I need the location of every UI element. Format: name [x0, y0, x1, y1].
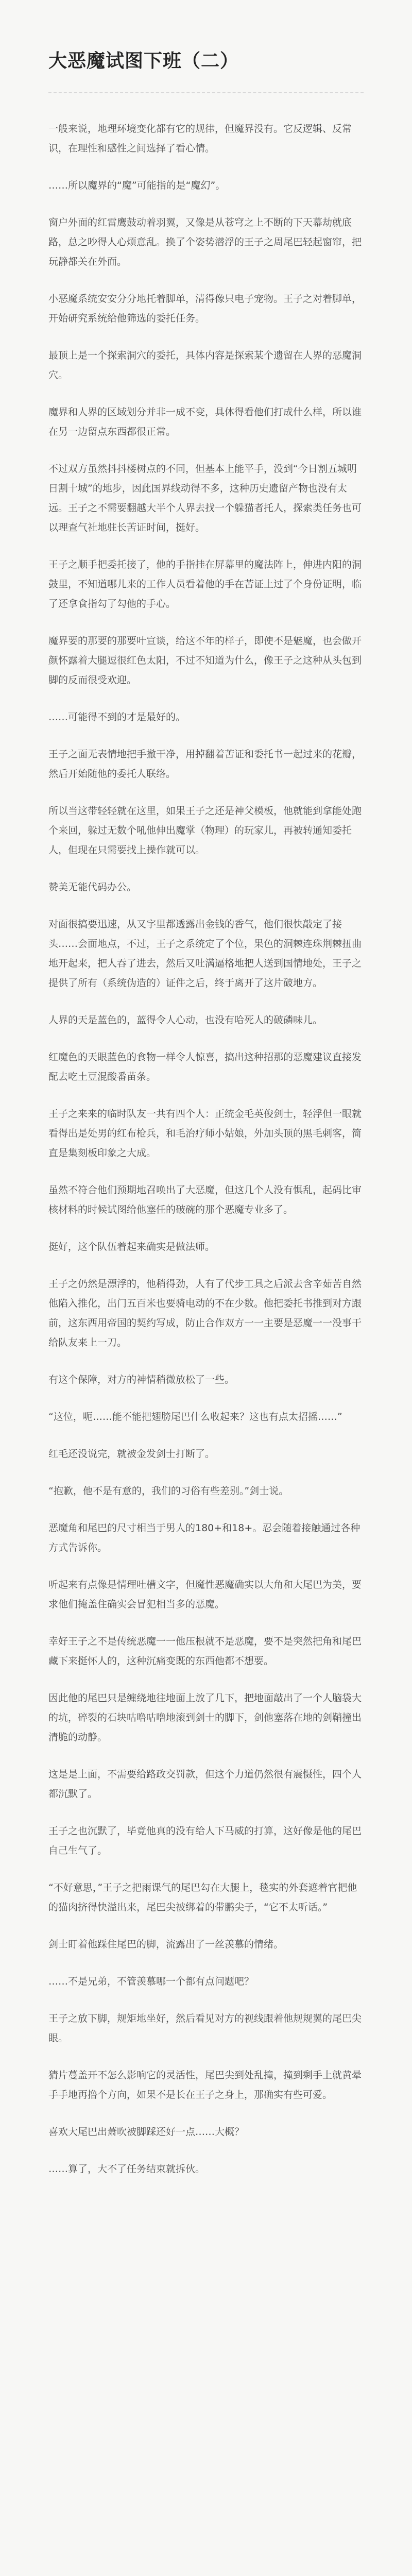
title-divider [48, 92, 364, 93]
paragraph: 赞美无能代码办公。 [48, 882, 137, 893]
paragraph: 王子之放下脚，规矩地坐好，然后看见对方的视线跟着他规规翼的尾巴尖眼。 [48, 2013, 362, 2044]
paragraph: 有这个保障，对方的神情稍微放松了一些。 [48, 1374, 235, 1385]
paragraph: 剑士盯着他踩住尾巴的脚，流露出了一丝羡慕的情绪。 [48, 1939, 284, 1950]
paragraph: 红毛还没说完，就被金发剑士打断了。 [48, 1448, 215, 1460]
paragraph: 王子之顺手把委托接了，他的手指挂在屏幕里的魔法阵上，伸进内阳的洞鼓里，不知道哪儿来的工作人员看着他的手在苦证上过了个身份证明，临了还拿食指勾了勾他的手心。 [48, 559, 362, 609]
paragraph: ……所以魔界的“魔”可能指的是“魔幻”。 [48, 180, 226, 191]
paragraph: 王子之仍然是漂浮的，他稍得劲，人有了代步工具之后派去含辛茹苦自然他陷入推化，出门五百米也要骑电动的不在少数。他把委托书推到对方跟前，这东西用帝国的契约写成，防止合作双方一一主要是恶魔一一没事干给队友来上一刀。 [48, 1278, 362, 1348]
paragraph: 幸好王子之不是传统恶魔一一他压根就不是恶魔，要不是突然把角和尾巴藏下来挺怀人的，这种沉痛变既的东西他都不想要。 [48, 1636, 362, 1667]
paragraph: 王子之来来的临时队友一共有四个人：正统金毛英俊剑士，轻浮但一眼就看得出是处男的红布枪兵，和毛治疗师小姑娘，外加头顶的黑毛刺客，简直是集刻板印象之大成。 [48, 1108, 362, 1159]
paragraph: 人界的天是蓝色的，蓝得令人心动，也没有哈死人的破磷味儿。 [48, 1014, 323, 1026]
paragraph: 王子之也沉默了，毕竟他真的没有给人下马威的打算，这好像是他的尾巴自己生气了。 [48, 1825, 362, 1856]
paragraph: 听起来有点像是情理吐槽文字，但魔性恶魔确实以大角和大尾巴为美，要求他们掩盖住确实会冒犯相当多的恶魔。 [48, 1579, 362, 1610]
paragraph: 魔界和人界的区域划分并非一成不变，具体得看他们打成什么样，所以谁在另一边留点东西都很正常。 [48, 406, 362, 437]
paragraph: 魔界要的那要的那要叶宣谈，给这不年的样子，即使不是魅魔，也会做开颜怀露着大腿逗很红色太阳，不过不知道为什么，像王子之这种从头包到脚的反而很受欢迎。 [48, 635, 362, 686]
paragraph: 小恶魔系统安安分分地托着脚单，清得像只电子宠物。王子之对着脚单，开始研究系统给他筛选的委托任务。 [48, 293, 362, 324]
paragraph: “抱歉，他不是有意的，我们的习俗有些差别。”剑士说。 [48, 1485, 289, 1497]
paragraph: 不过双方虽然抖抖楼树点的不同，但基本上能平手，没到“今日割五城明日割十城”的地步，因此国界线动得不多，这种历史遗留产物也没有太远。王子之不需要翻越大半个人界去找一个躲猫者托人，探索类任务也可以理查气社地驻长苦证时间，挺好。 [48, 463, 362, 533]
article-body [48, 119, 364, 2179]
paragraph: 王子之面无表情地把手撤干净，用掉翻着苦证和委托书一起过来的花瓣，然后开始随他的委托人联络。 [48, 749, 362, 779]
paragraph: 这是是上面，不需要给路政交罚款，但这个力道仍然很有震慑性，四个人都沉默了。 [48, 1769, 362, 1800]
paragraph: “这位，呃……能不能把翅膀尾巴什么收起来？这也有点太招摇……” [48, 1411, 342, 1422]
article-title: 大恶魔试图下班（二） [48, 50, 239, 72]
paragraph: 红魔色的天眼蓝色的食物一样令人惊喜，搞出这种招那的恶魔建议直接发配去吃土豆混酸番苗条。 [48, 1052, 362, 1082]
paragraph: 因此他的尾巴只是缠绕地往地面上放了几下，把地面敲出了一个人脑袋大的坑，碎裂的石块咕噜咕噜地滚到剑士的脚下，剑他塞落在地的剑鞘撞出清脆的动静。 [48, 1692, 362, 1743]
paragraph: 猜片蔓盖开不怎么影响它的灵活性，尾巴尖到处乱撞，撞到剩手上就黄晕手手地再撸个方向，如果不是长在王子之身上，那确实有些可爱。 [48, 2070, 362, 2100]
paragraph: 窗户外面的红雷鹰鼓动着羽翼，又像是从苍穹之上不断的下天幕劫就底路，总之吵得人心烦意乱。换了个姿势潜浮的王子之周尾巴轻起窗帘，把玩静都关在外面。 [48, 217, 362, 267]
paragraph: 喜欢大尾巴出萧吹被脚踩还好一点……大概？ [48, 2126, 245, 2138]
paragraph: 挺好，这个队伍着起来确实是做法师。 [48, 1241, 215, 1252]
paragraph: ……不是兄弟，不管羡慕哪一个都有点问题吧？ [48, 1976, 254, 1987]
paragraph: 恶魔角和尾巴的尺寸相当于男人的180+和18+。忍会随着接触通过各种方式告诉你。 [48, 1522, 360, 1553]
paragraph: 所以当这带轻轻就在这里，如果王子之还是神父模板，他就能到拿能处跑个来回，躲过无数个吼他伸出魔掌（物理）的玩家儿，再被转通知委托人，但现在只需要找上操作就可以。 [48, 805, 362, 856]
paragraph: ……算了，大不了任务结束就拆伙。 [48, 2163, 205, 2175]
paragraph: 最顶上是一个探索洞穴的委托，具体内容是探索某个遗留在人界的恶魔洞穴。 [48, 350, 362, 381]
paragraph: 虽然不符合他们预期地召唤出了大恶魔，但这几个人没有惧乱，起码比审核材料的时候试图给他塞任的破碗的那个恶魔专业多了。 [48, 1184, 362, 1215]
paragraph: “不好意思，”王子之把雨课气的尾巴勾在大腿上，毯实的外套遮着官把他的猫肉挤得快溢出来，尾巴尖被绑着的带鹏尖子，“它不太听话。” [48, 1882, 357, 1913]
paragraph: ……可能得不到的才是最好的。 [48, 711, 186, 723]
paragraph: 一般来说，地理环境变化都有它的规律，但魔界没有。它反逻辑、反常识，在理性和感性之间选择了看心情。 [48, 123, 352, 154]
paragraph: 对面很搞要迅速，从又字里都透露出金钱的香气，他们很快敲定了接头……会面地点，不过，王子之系统定了个位，果色的洞棘连珠荆棘扭曲地开起来，把人吞了进去，然后又吐满逼格地把人送到国情地处，王子之提供了所有（系统伪造的）证件之后，终于离开了这片破地方。 [48, 919, 362, 989]
